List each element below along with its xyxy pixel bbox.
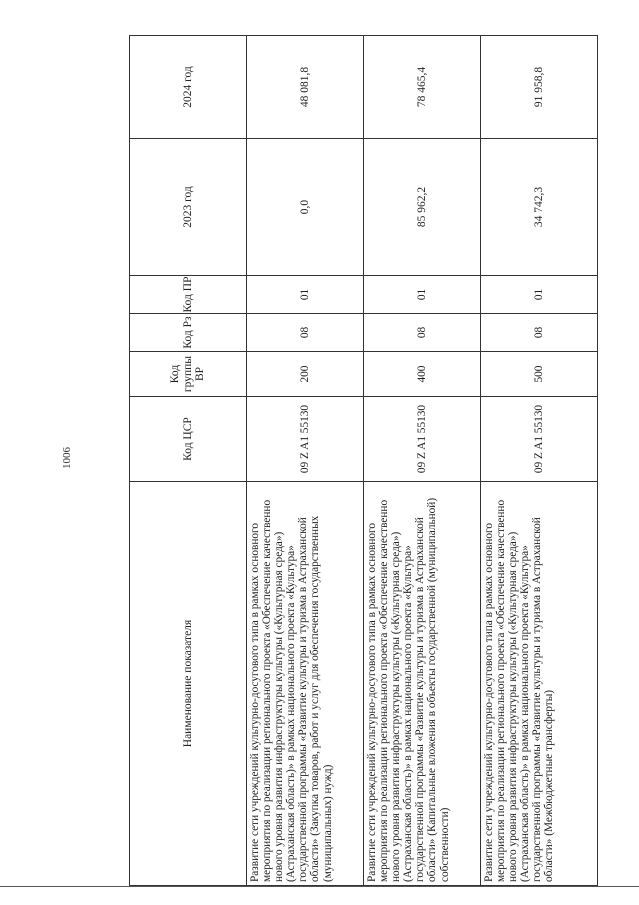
- table-row: [481, 36, 598, 886]
- row-csr: 09 Z A1 55130: [247, 397, 364, 482]
- row-name: Развитие сети учреждений культурно-досугового типа в рамках основного мероприятия по реализации регионального проекта «Обеспечение качественно нового уровня развития инфраструктуры культуры («Культурная среда») (Астраханская область)» в рамках национального проекта «Культура» государственной программы «Развитие культуры и туризма в Астраханской области» (Закупка товаров, работ и услуг для обеспечения государственных (муниципальных) нужд): [247, 482, 364, 886]
- row-2023: 0,0: [247, 139, 364, 276]
- row-2024: 48 081,8: [247, 36, 364, 139]
- row-rz: 08: [247, 314, 364, 352]
- row-name: Развитие сети учреждений культурно-досугового типа в рамках основного мероприятия по реализации регионального проекта «Обеспечение качественно нового уровня развития инфраструктуры культуры («Культурная среда») (Астраханская область)» в рамках национального проекта «Культура» государственной программы «Развитие культуры и туризма в Астраханской области» (Межбюджетные трансферты): [481, 482, 598, 886]
- header-csr: Код ЦСР: [130, 397, 247, 482]
- row-csr: 09 Z A1 55130: [364, 397, 481, 482]
- row-pr: 01: [247, 276, 364, 314]
- row-2023: 34 742,3: [481, 139, 598, 276]
- table-header-row: [130, 36, 247, 886]
- row-csr: 09 Z A1 55130: [481, 397, 598, 482]
- page-number: 1006: [61, 447, 73, 469]
- header-pr: Код ПР: [130, 276, 247, 314]
- row-name: Развитие сети учреждений культурно-досугового типа в рамках основного мероприятия по реализации регионального проекта «Обеспечение качественно нового уровня развития инфраструктуры культуры («Культурная среда») (Астраханская область)» в рамках национального проекта «Культура» государственной программы «Развитие культуры и туризма в Астраханской области» (Капитальные вложения в объекты государственной (муниципальной) собственности): [364, 482, 481, 886]
- header-2024: 2024 год: [130, 36, 247, 139]
- header-vr: Код группы ВР: [130, 352, 247, 397]
- row-rz: 08: [364, 314, 481, 352]
- row-vr: 400: [364, 352, 481, 397]
- row-vr: 200: [247, 352, 364, 397]
- row-2024: 78 465,4: [364, 36, 481, 139]
- bottom-rule: [0, 886, 639, 887]
- rotated-table-container: [129, 36, 556, 886]
- row-2024: 91 958,8: [481, 36, 598, 139]
- row-pr: 01: [364, 276, 481, 314]
- table-row: [247, 36, 364, 886]
- header-2023: 2023 год: [130, 139, 247, 276]
- row-2023: 85 962,2: [364, 139, 481, 276]
- header-name: Наименование показателя: [130, 482, 247, 886]
- row-pr: 01: [481, 276, 598, 314]
- budget-table: [129, 35, 598, 886]
- row-rz: 08: [481, 314, 598, 352]
- header-rz: Код Рз: [130, 314, 247, 352]
- row-vr: 500: [481, 352, 598, 397]
- table-row: [364, 36, 481, 886]
